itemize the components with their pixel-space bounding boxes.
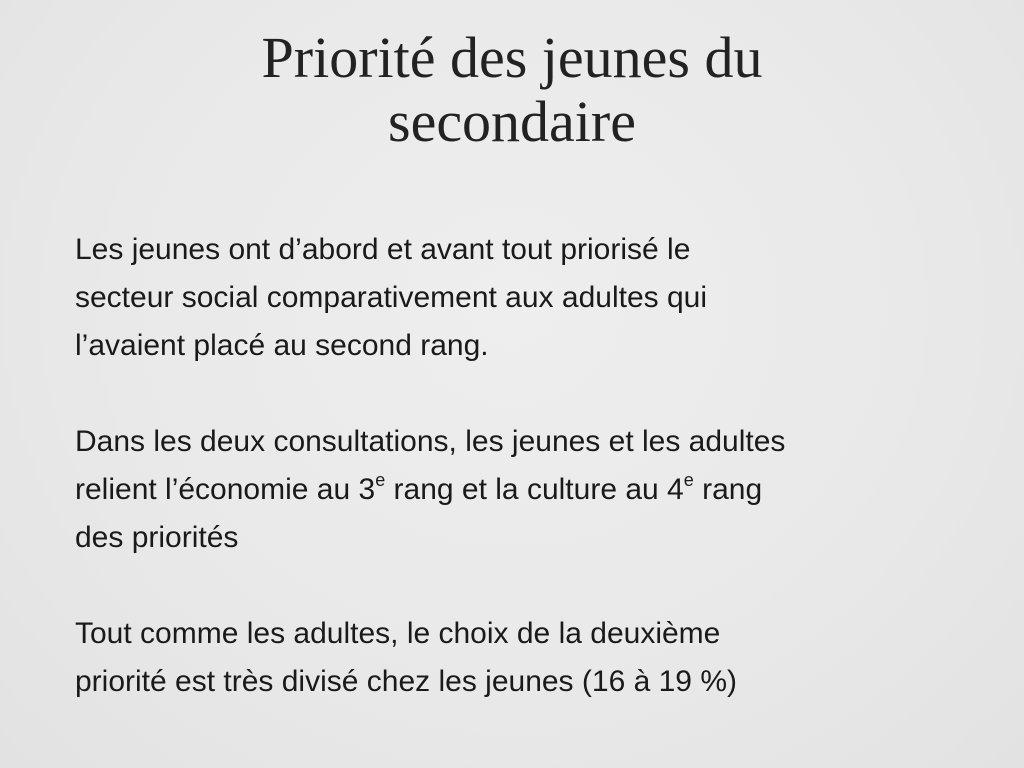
paragraph-3-line-2: priorité est très divisé chez les jeunes (16 à 19 %) bbox=[75, 665, 737, 698]
paragraph-second-priority bbox=[75, 610, 955, 706]
paragraph-3-line-1: Tout comme les adultes, le choix de la deuxième bbox=[75, 617, 721, 650]
slide-body bbox=[75, 226, 955, 706]
paragraph-1-line-1: Les jeunes ont d’abord et avant tout priorisé le bbox=[75, 233, 691, 266]
paragraph-2-line-1: Dans les deux consultations, les jeunes et les adultes bbox=[75, 425, 786, 458]
slide-title-line-1: Priorité des jeunes du bbox=[261, 25, 763, 90]
paragraph-2-line-3: des priorités bbox=[75, 521, 239, 554]
superscript-e-1: e bbox=[375, 470, 386, 490]
paragraph-1-line-2: secteur social comparativement aux adultes qui bbox=[75, 281, 707, 314]
paragraph-2-line-2b: rang et la culture au 4 bbox=[385, 473, 684, 506]
slide-title-line-2: secondaire bbox=[388, 89, 636, 154]
paragraph-1-line-3: l’avaient placé au second rang. bbox=[75, 329, 489, 362]
paragraph-youth-priority bbox=[75, 226, 955, 370]
slide-title bbox=[60, 26, 964, 154]
paragraph-consultations bbox=[75, 418, 955, 562]
superscript-e-2: e bbox=[683, 470, 694, 490]
paragraph-2-line-2a: relient l’économie au 3 bbox=[75, 473, 376, 506]
paragraph-2-line-2c: rang bbox=[693, 473, 763, 506]
